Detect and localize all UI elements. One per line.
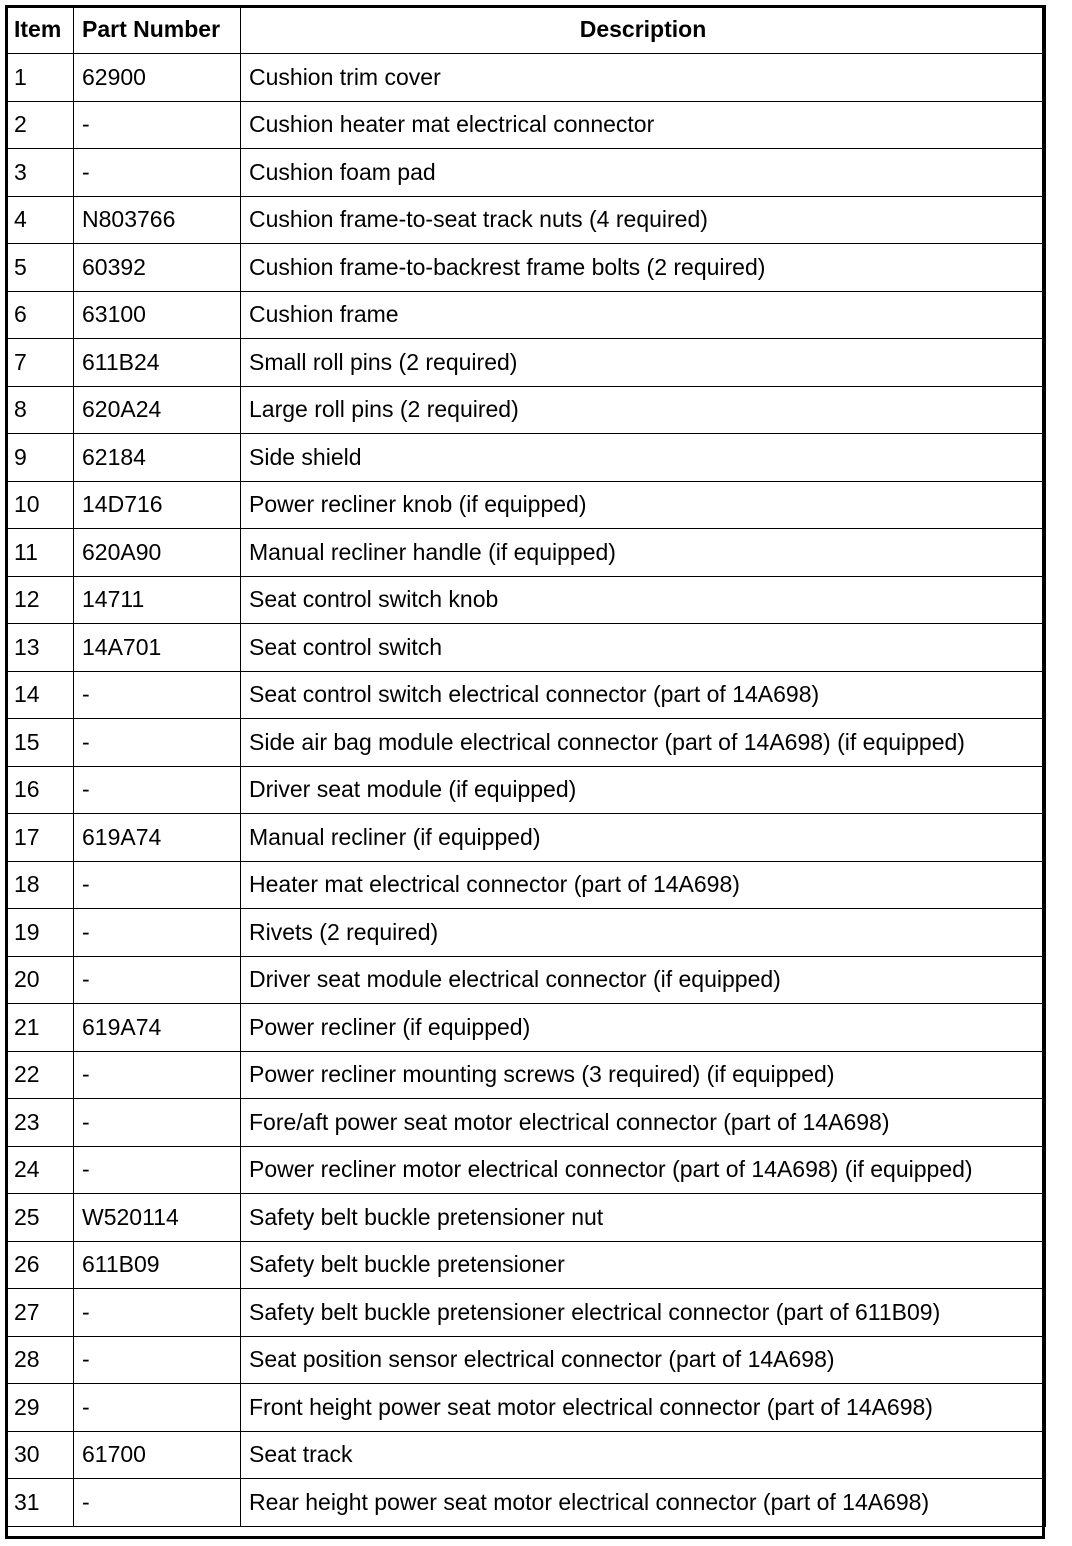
description-cell: Front height power seat motor electrical connector (part of 14A698): [241, 1384, 1046, 1432]
part-number-cell: -: [74, 719, 241, 767]
description-cell: Large roll pins (2 required): [241, 386, 1046, 434]
part-number-cell: 14A701: [74, 624, 241, 672]
item-cell: 20: [6, 956, 74, 1004]
item-cell: 26: [6, 1241, 74, 1289]
table-outer-border: [5, 5, 1045, 1539]
item-cell: 22: [6, 1051, 74, 1099]
part-number-cell: -: [74, 149, 241, 197]
item-cell: 29: [6, 1384, 74, 1432]
item-cell: 6: [6, 291, 74, 339]
part-number-cell: -: [74, 101, 241, 149]
item-cell: 16: [6, 766, 74, 814]
description-cell: Driver seat module (if equipped): [241, 766, 1046, 814]
item-cell: 17: [6, 814, 74, 862]
part-number-column-header: Part Number: [74, 6, 241, 54]
description-cell: Seat control switch electrical connector (part of 14A698): [241, 671, 1046, 719]
description-cell: Driver seat module electrical connector (if equipped): [241, 956, 1046, 1004]
item-cell: 18: [6, 861, 74, 909]
description-cell: Seat control switch knob: [241, 576, 1046, 624]
item-cell: 9: [6, 434, 74, 482]
part-number-cell: 611B09: [74, 1241, 241, 1289]
part-number-cell: 619A74: [74, 1004, 241, 1052]
item-cell: 2: [6, 101, 74, 149]
part-number-cell: -: [74, 766, 241, 814]
item-cell: 15: [6, 719, 74, 767]
item-cell: 8: [6, 386, 74, 434]
description-cell: Cushion heater mat electrical connector: [241, 101, 1046, 149]
part-number-cell: 620A90: [74, 529, 241, 577]
part-number-cell: -: [74, 1289, 241, 1337]
description-cell: Heater mat electrical connector (part of 14A698): [241, 861, 1046, 909]
description-cell: Seat position sensor electrical connector (part of 14A698): [241, 1336, 1046, 1384]
part-number-cell: 14711: [74, 576, 241, 624]
part-number-cell: -: [74, 909, 241, 957]
part-number-cell: -: [74, 1336, 241, 1384]
part-number-cell: -: [74, 1051, 241, 1099]
item-cell: 25: [6, 1194, 74, 1242]
description-cell: Safety belt buckle pretensioner nut: [241, 1194, 1046, 1242]
item-cell: 1: [6, 54, 74, 102]
description-cell: Side shield: [241, 434, 1046, 482]
part-number-cell: -: [74, 1384, 241, 1432]
description-cell: Power recliner (if equipped): [241, 1004, 1046, 1052]
description-cell: Rear height power seat motor electrical connector (part of 14A698): [241, 1479, 1046, 1527]
description-cell: Cushion trim cover: [241, 54, 1046, 102]
description-cell: Seat track: [241, 1431, 1046, 1479]
item-cell: 4: [6, 196, 74, 244]
description-cell: Side air bag module electrical connector (part of 14A698) (if equipped): [241, 719, 1046, 767]
description-cell: Cushion frame-to-seat track nuts (4 required): [241, 196, 1046, 244]
description-cell: Cushion foam pad: [241, 149, 1046, 197]
description-cell: Power recliner motor electrical connector (part of 14A698) (if equipped): [241, 1146, 1046, 1194]
part-number-cell: 620A24: [74, 386, 241, 434]
item-cell: 30: [6, 1431, 74, 1479]
part-number-cell: 63100: [74, 291, 241, 339]
item-cell: 5: [6, 244, 74, 292]
part-number-cell: W520114: [74, 1194, 241, 1242]
part-number-cell: 619A74: [74, 814, 241, 862]
description-cell: Power recliner knob (if equipped): [241, 481, 1046, 529]
item-cell: 14: [6, 671, 74, 719]
part-number-cell: 14D716: [74, 481, 241, 529]
description-cell: Fore/aft power seat motor electrical connector (part of 14A698): [241, 1099, 1046, 1147]
item-cell: 7: [6, 339, 74, 387]
part-number-cell: N803766: [74, 196, 241, 244]
item-cell: 21: [6, 1004, 74, 1052]
description-cell: Manual recliner (if equipped): [241, 814, 1046, 862]
item-cell: 28: [6, 1336, 74, 1384]
part-number-cell: -: [74, 1146, 241, 1194]
description-cell: Cushion frame: [241, 291, 1046, 339]
item-cell: 19: [6, 909, 74, 957]
description-cell: Seat control switch: [241, 624, 1046, 672]
description-column-header: Description: [241, 6, 1046, 54]
part-number-cell: -: [74, 1479, 241, 1527]
description-cell: Manual recliner handle (if equipped): [241, 529, 1046, 577]
part-number-cell: -: [74, 956, 241, 1004]
item-cell: 31: [6, 1479, 74, 1527]
item-cell: 24: [6, 1146, 74, 1194]
description-cell: Small roll pins (2 required): [241, 339, 1046, 387]
part-number-cell: -: [74, 671, 241, 719]
part-number-cell: 62184: [74, 434, 241, 482]
item-cell: 27: [6, 1289, 74, 1337]
item-cell: 13: [6, 624, 74, 672]
item-cell: 11: [6, 529, 74, 577]
description-cell: Safety belt buckle pretensioner electrical connector (part of 611B09): [241, 1289, 1046, 1337]
part-number-cell: 61700: [74, 1431, 241, 1479]
item-cell: 10: [6, 481, 74, 529]
part-number-cell: -: [74, 1099, 241, 1147]
part-number-cell: 60392: [74, 244, 241, 292]
part-number-cell: 62900: [74, 54, 241, 102]
item-cell: 23: [6, 1099, 74, 1147]
part-number-cell: 611B24: [74, 339, 241, 387]
item-cell: 3: [6, 149, 74, 197]
description-cell: Rivets (2 required): [241, 909, 1046, 957]
description-cell: Safety belt buckle pretensioner: [241, 1241, 1046, 1289]
item-cell: 12: [6, 576, 74, 624]
description-cell: Power recliner mounting screws (3 required) (if equipped): [241, 1051, 1046, 1099]
item-column-header: Item: [6, 6, 74, 54]
description-cell: Cushion frame-to-backrest frame bolts (2 required): [241, 244, 1046, 292]
part-number-cell: -: [74, 861, 241, 909]
